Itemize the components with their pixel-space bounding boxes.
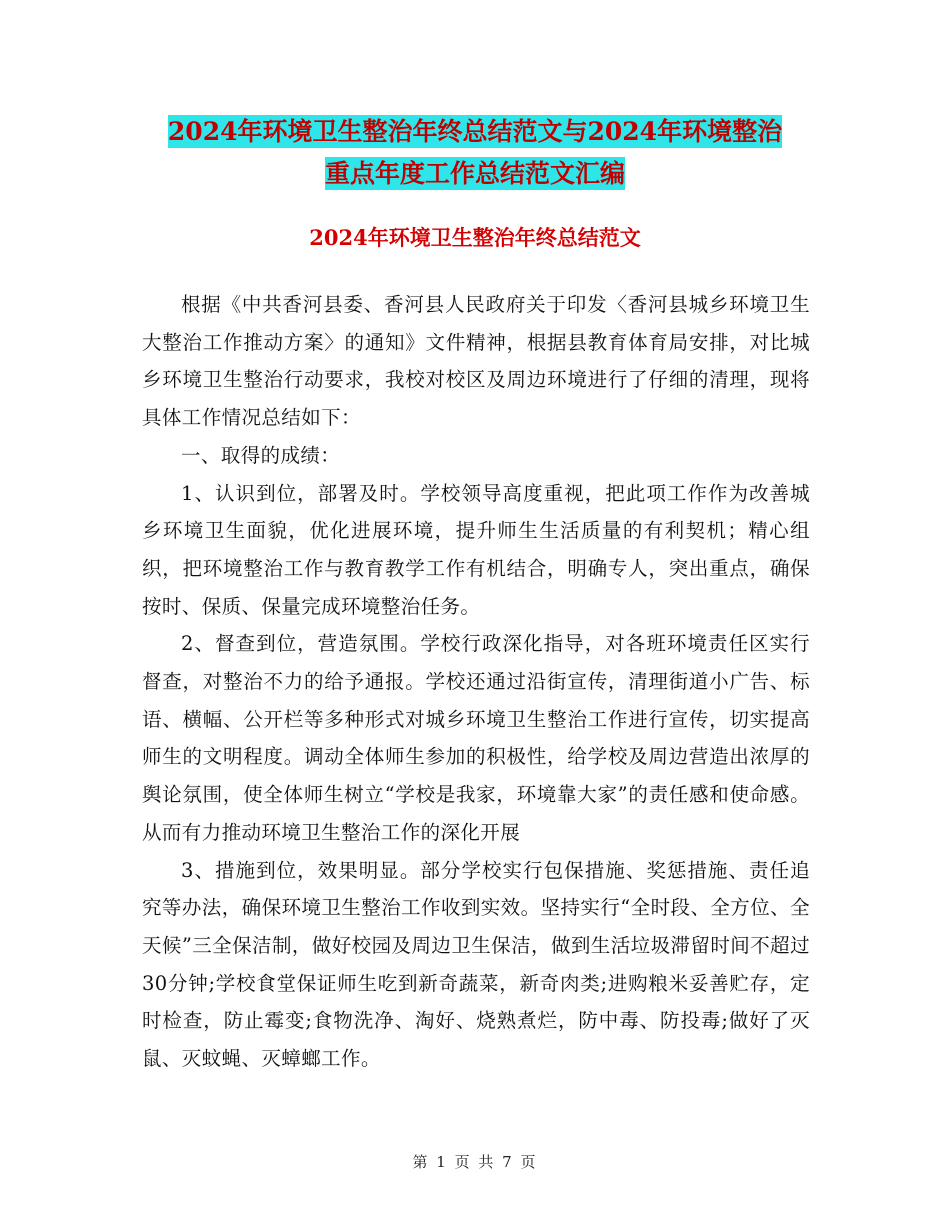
paragraph-item-1: 1、认识到位，部署及时。学校领导高度重视，把此项工作作为改善城乡环境卫生面貌，优化进展环境，提升师生生活质量的有利契机；精心组织，把环境整治工作与教育教学工作有机结合，明确专人，突出重点，确保按时、保质、保量完成环境整治任务。 [142,481,810,618]
paragraph-item-3: 3、措施到位，效果明显。部分学校实行包保措施、奖惩措施、责任追究等办法，确保环境卫生整治工作收到实效。坚持实行“全时段、全方位、全天候”三全保洁制，做好校园及周边卫生保洁，做到生活垃圾滞留时间不超过30分钟;学校食堂保证师生吃到新奇蔬菜，新奇肉类;进购粮米妥善贮存，定时检查，防止霉变;食物洗净、淘好、烧熟煮烂，防中毒、防投毒;做好了灭鼠、灭蚊蝇、灭蟑螂工作。 [142,858,810,1071]
page-footer: 第 1 页 共 7 页 [412,1153,538,1171]
title-highlight: 2024年环境卫生整治年终总结范文与2024年环境整治 [167,117,783,146]
paragraph-item-2: 2、督查到位，营造氛围。学校行政深化指导，对各班环境责任区实行督查，对整治不力的给予通报。学校还通过沿街宣传，清理街道小广告、标语、横幅、公开栏等多种形式对城乡环境卫生整治工作进行宣传，切实提高师生的文明程度。调动全体师生参加的积极性，给学校及周边营造出浓厚的舆论氛围，使全体师生树立“学校是我家，环境靠大家”的责任感和使命感。从而有力推动环境卫生整治工作的深化开展 [142,632,810,844]
document-title-line-2 [0,152,950,196]
document-body [142,286,810,1078]
paragraph-heading-achievements: 一、取得的成绩： [181,443,341,467]
section-title: 2024年环境卫生整治年终总结范文 [309,225,641,250]
paragraph-intro: 根据《中共香河县委、香河县人民政府关于印发〈香河县城乡环境卫生大整治工作推动方案〉的通知》文件精神，根据县教育体育局安排，对比城乡环境卫生整治行动要求，我校对校区及周边环境进行了仔细的清理，现将具体工作情况总结如下： [142,293,810,430]
document-title-line-1 [0,110,950,154]
title-highlight: 重点年度工作总结范文汇编 [324,159,625,188]
